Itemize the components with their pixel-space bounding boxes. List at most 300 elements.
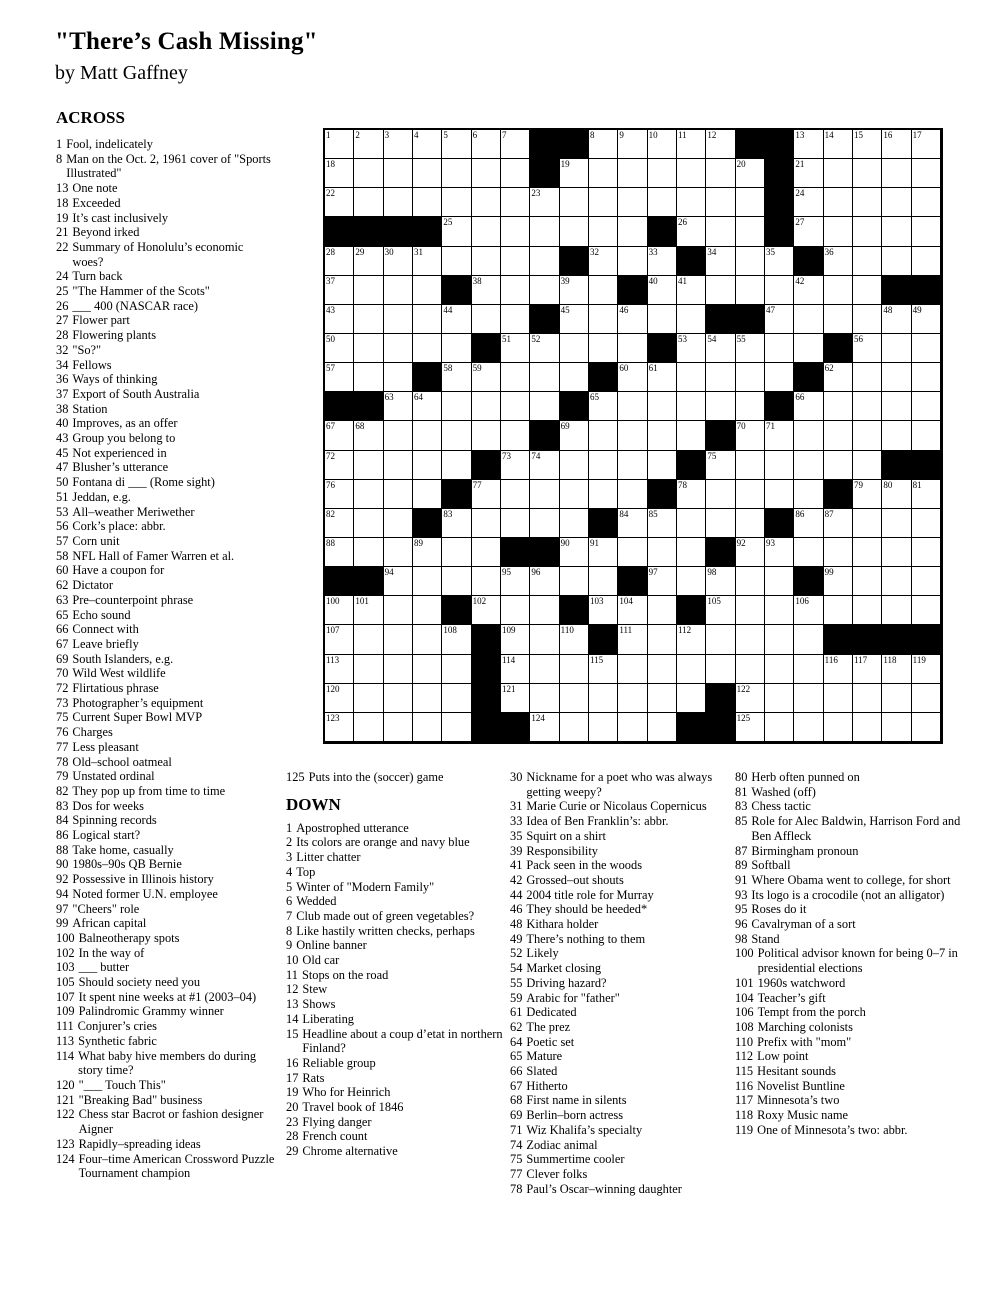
grid-cell[interactable]: [765, 363, 794, 392]
grid-cell[interactable]: [384, 247, 413, 276]
grid-cell[interactable]: [560, 684, 589, 713]
grid-cell[interactable]: [706, 655, 735, 684]
grid-cell[interactable]: [794, 276, 823, 305]
grid-cell[interactable]: [472, 363, 501, 392]
grid-cell[interactable]: [853, 655, 882, 684]
grid-cell[interactable]: [853, 392, 882, 421]
grid-cell[interactable]: [912, 334, 941, 363]
grid-cell[interactable]: [618, 625, 647, 654]
grid-cell[interactable]: [912, 363, 941, 392]
grid-cell[interactable]: [736, 567, 765, 596]
grid-cell[interactable]: [413, 538, 442, 567]
grid-cell[interactable]: [794, 159, 823, 188]
grid-cell[interactable]: [765, 421, 794, 450]
grid-cell[interactable]: [413, 625, 442, 654]
grid-cell[interactable]: [560, 159, 589, 188]
grid-cell[interactable]: [325, 247, 354, 276]
grid-cell[interactable]: [354, 276, 383, 305]
grid-cell[interactable]: [589, 421, 618, 450]
grid-cell[interactable]: [824, 305, 853, 334]
grid-cell[interactable]: [853, 567, 882, 596]
grid-cell[interactable]: [560, 655, 589, 684]
grid-cell[interactable]: [384, 159, 413, 188]
grid-cell[interactable]: [325, 509, 354, 538]
grid-cell[interactable]: [560, 217, 589, 246]
grid-cell[interactable]: [530, 276, 559, 305]
grid-cell[interactable]: [824, 392, 853, 421]
grid-cell[interactable]: [912, 509, 941, 538]
grid-cell[interactable]: [677, 130, 706, 159]
grid-cell[interactable]: [618, 713, 647, 742]
grid-cell[interactable]: [618, 392, 647, 421]
grid-cell[interactable]: [853, 247, 882, 276]
grid-cell[interactable]: [736, 625, 765, 654]
grid-cell[interactable]: [912, 421, 941, 450]
grid-cell[interactable]: [325, 130, 354, 159]
grid-cell[interactable]: [472, 538, 501, 567]
grid-cell[interactable]: [354, 713, 383, 742]
grid-cell[interactable]: [853, 538, 882, 567]
grid-cell[interactable]: [794, 596, 823, 625]
grid-cell[interactable]: [501, 625, 530, 654]
grid-cell[interactable]: [589, 276, 618, 305]
grid-cell[interactable]: [501, 509, 530, 538]
grid-cell[interactable]: [706, 392, 735, 421]
grid-cell[interactable]: [882, 130, 911, 159]
grid-cell[interactable]: [677, 217, 706, 246]
grid-cell[interactable]: [706, 625, 735, 654]
grid-cell[interactable]: [501, 596, 530, 625]
grid-cell[interactable]: [501, 451, 530, 480]
grid-cell[interactable]: [384, 567, 413, 596]
grid-cell[interactable]: [442, 392, 471, 421]
grid-cell[interactable]: [677, 334, 706, 363]
grid-cell[interactable]: [882, 713, 911, 742]
grid-cell[interactable]: [794, 625, 823, 654]
grid-cell[interactable]: [501, 421, 530, 450]
grid-cell[interactable]: [853, 305, 882, 334]
grid-cell[interactable]: [442, 247, 471, 276]
grid-cell[interactable]: [736, 159, 765, 188]
grid-cell[interactable]: [706, 276, 735, 305]
grid-cell[interactable]: [413, 421, 442, 450]
grid-cell[interactable]: [354, 538, 383, 567]
grid-cell[interactable]: [648, 247, 677, 276]
grid-cell[interactable]: [354, 130, 383, 159]
grid-cell[interactable]: [706, 509, 735, 538]
grid-cell[interactable]: [560, 509, 589, 538]
grid-cell[interactable]: [824, 451, 853, 480]
grid-cell[interactable]: [882, 305, 911, 334]
grid-cell[interactable]: [325, 538, 354, 567]
grid-cell[interactable]: [794, 451, 823, 480]
grid-cell[interactable]: [384, 509, 413, 538]
grid-cell[interactable]: [853, 451, 882, 480]
grid-cell[interactable]: [530, 392, 559, 421]
grid-cell[interactable]: [472, 159, 501, 188]
grid-cell[interactable]: [442, 451, 471, 480]
grid-cell[interactable]: [824, 421, 853, 450]
grid-cell[interactable]: [618, 451, 647, 480]
grid-cell[interactable]: [706, 596, 735, 625]
grid-cell[interactable]: [413, 130, 442, 159]
grid-cell[interactable]: [706, 480, 735, 509]
grid-cell[interactable]: [589, 655, 618, 684]
grid-cell[interactable]: [442, 188, 471, 217]
grid-cell[interactable]: [472, 305, 501, 334]
grid-cell[interactable]: [912, 567, 941, 596]
grid-cell[interactable]: [736, 392, 765, 421]
grid-cell[interactable]: [882, 217, 911, 246]
grid-cell[interactable]: [560, 188, 589, 217]
grid-cell[interactable]: [589, 247, 618, 276]
grid-cell[interactable]: [501, 392, 530, 421]
grid-cell[interactable]: [501, 305, 530, 334]
grid-cell[interactable]: [325, 363, 354, 392]
grid-cell[interactable]: [765, 480, 794, 509]
grid-cell[interactable]: [648, 538, 677, 567]
grid-cell[interactable]: [794, 713, 823, 742]
grid-cell[interactable]: [472, 276, 501, 305]
grid-cell[interactable]: [354, 247, 383, 276]
grid-cell[interactable]: [325, 480, 354, 509]
crossword-grid[interactable]: [323, 128, 943, 744]
grid-cell[interactable]: [912, 247, 941, 276]
grid-cell[interactable]: [618, 509, 647, 538]
grid-cell[interactable]: [648, 713, 677, 742]
grid-cell[interactable]: [794, 334, 823, 363]
grid-cell[interactable]: [677, 480, 706, 509]
grid-cell[interactable]: [530, 684, 559, 713]
grid-cell[interactable]: [472, 247, 501, 276]
grid-cell[interactable]: [442, 159, 471, 188]
grid-cell[interactable]: [354, 159, 383, 188]
grid-cell[interactable]: [618, 538, 647, 567]
grid-cell[interactable]: [384, 188, 413, 217]
grid-cell[interactable]: [882, 480, 911, 509]
grid-cell[interactable]: [677, 655, 706, 684]
grid-cell[interactable]: [530, 247, 559, 276]
grid-cell[interactable]: [354, 188, 383, 217]
grid-cell[interactable]: [560, 538, 589, 567]
grid-cell[interactable]: [442, 363, 471, 392]
grid-cell[interactable]: [706, 363, 735, 392]
grid-cell[interactable]: [912, 130, 941, 159]
grid-cell[interactable]: [354, 451, 383, 480]
grid-cell[interactable]: [853, 596, 882, 625]
grid-cell[interactable]: [765, 334, 794, 363]
grid-cell[interactable]: [765, 655, 794, 684]
grid-cell[interactable]: [912, 480, 941, 509]
grid-cell[interactable]: [706, 567, 735, 596]
grid-cell[interactable]: [384, 655, 413, 684]
grid-cell[interactable]: [354, 509, 383, 538]
grid-cell[interactable]: [618, 684, 647, 713]
grid-cell[interactable]: [501, 334, 530, 363]
grid-cell[interactable]: [501, 247, 530, 276]
grid-cell[interactable]: [882, 596, 911, 625]
grid-cell[interactable]: [530, 480, 559, 509]
grid-cell[interactable]: [912, 655, 941, 684]
grid-cell[interactable]: [442, 655, 471, 684]
grid-cell[interactable]: [824, 567, 853, 596]
grid-cell[interactable]: [384, 596, 413, 625]
grid-cell[interactable]: [384, 421, 413, 450]
grid-cell[interactable]: [413, 276, 442, 305]
grid-cell[interactable]: [618, 480, 647, 509]
grid-cell[interactable]: [794, 655, 823, 684]
grid-cell[interactable]: [501, 567, 530, 596]
grid-cell[interactable]: [853, 334, 882, 363]
grid-cell[interactable]: [384, 130, 413, 159]
grid-cell[interactable]: [354, 305, 383, 334]
grid-cell[interactable]: [501, 363, 530, 392]
grid-cell[interactable]: [501, 159, 530, 188]
grid-cell[interactable]: [648, 392, 677, 421]
grid-cell[interactable]: [706, 451, 735, 480]
grid-cell[interactable]: [325, 188, 354, 217]
grid-cell[interactable]: [794, 130, 823, 159]
grid-cell[interactable]: [882, 334, 911, 363]
grid-cell[interactable]: [912, 713, 941, 742]
grid-cell[interactable]: [472, 596, 501, 625]
grid-cell[interactable]: [325, 334, 354, 363]
grid-cell[interactable]: [384, 334, 413, 363]
grid-cell[interactable]: [736, 421, 765, 450]
grid-cell[interactable]: [765, 713, 794, 742]
grid-cell[interactable]: [648, 625, 677, 654]
grid-cell[interactable]: [530, 188, 559, 217]
grid-cell[interactable]: [618, 421, 647, 450]
grid-cell[interactable]: [648, 159, 677, 188]
grid-cell[interactable]: [824, 713, 853, 742]
grid-cell[interactable]: [706, 159, 735, 188]
grid-cell[interactable]: [618, 247, 647, 276]
grid-cell[interactable]: [472, 130, 501, 159]
grid-cell[interactable]: [442, 334, 471, 363]
grid-cell[interactable]: [648, 596, 677, 625]
grid-cell[interactable]: [413, 247, 442, 276]
grid-cell[interactable]: [736, 247, 765, 276]
grid-cell[interactable]: [589, 538, 618, 567]
grid-cell[interactable]: [618, 217, 647, 246]
grid-cell[interactable]: [765, 276, 794, 305]
grid-cell[interactable]: [413, 334, 442, 363]
grid-cell[interactable]: [560, 567, 589, 596]
grid-cell[interactable]: [736, 451, 765, 480]
grid-cell[interactable]: [648, 188, 677, 217]
grid-cell[interactable]: [618, 655, 647, 684]
grid-cell[interactable]: [765, 596, 794, 625]
grid-cell[interactable]: [882, 567, 911, 596]
grid-cell[interactable]: [354, 684, 383, 713]
grid-cell[interactable]: [530, 655, 559, 684]
grid-cell[interactable]: [912, 159, 941, 188]
grid-cell[interactable]: [442, 130, 471, 159]
grid-cell[interactable]: [736, 596, 765, 625]
grid-cell[interactable]: [384, 684, 413, 713]
grid-cell[interactable]: [384, 713, 413, 742]
grid-cell[interactable]: [530, 625, 559, 654]
grid-cell[interactable]: [765, 684, 794, 713]
grid-cell[interactable]: [472, 188, 501, 217]
grid-cell[interactable]: [530, 713, 559, 742]
grid-cell[interactable]: [736, 480, 765, 509]
grid-cell[interactable]: [413, 392, 442, 421]
grid-cell[interactable]: [560, 480, 589, 509]
grid-cell[interactable]: [765, 567, 794, 596]
grid-cell[interactable]: [824, 538, 853, 567]
grid-cell[interactable]: [824, 188, 853, 217]
grid-cell[interactable]: [560, 713, 589, 742]
grid-cell[interactable]: [736, 334, 765, 363]
grid-cell[interactable]: [413, 655, 442, 684]
grid-cell[interactable]: [413, 713, 442, 742]
grid-cell[interactable]: [384, 480, 413, 509]
grid-cell[interactable]: [442, 305, 471, 334]
grid-cell[interactable]: [413, 567, 442, 596]
grid-cell[interactable]: [384, 363, 413, 392]
grid-cell[interactable]: [501, 655, 530, 684]
grid-cell[interactable]: [589, 305, 618, 334]
grid-cell[interactable]: [530, 596, 559, 625]
grid-cell[interactable]: [354, 655, 383, 684]
grid-cell[interactable]: [677, 684, 706, 713]
grid-cell[interactable]: [677, 567, 706, 596]
grid-cell[interactable]: [912, 188, 941, 217]
grid-cell[interactable]: [765, 247, 794, 276]
grid-cell[interactable]: [413, 451, 442, 480]
grid-cell[interactable]: [354, 363, 383, 392]
grid-cell[interactable]: [325, 276, 354, 305]
grid-cell[interactable]: [794, 684, 823, 713]
grid-cell[interactable]: [472, 567, 501, 596]
grid-cell[interactable]: [325, 421, 354, 450]
grid-cell[interactable]: [824, 509, 853, 538]
grid-cell[interactable]: [648, 655, 677, 684]
grid-cell[interactable]: [648, 363, 677, 392]
grid-cell[interactable]: [618, 596, 647, 625]
grid-cell[interactable]: [325, 625, 354, 654]
grid-cell[interactable]: [472, 217, 501, 246]
grid-cell[interactable]: [560, 305, 589, 334]
grid-cell[interactable]: [736, 655, 765, 684]
grid-cell[interactable]: [824, 247, 853, 276]
grid-cell[interactable]: [853, 276, 882, 305]
grid-cell[interactable]: [501, 480, 530, 509]
grid-cell[interactable]: [736, 217, 765, 246]
grid-cell[interactable]: [853, 217, 882, 246]
grid-cell[interactable]: [501, 188, 530, 217]
grid-cell[interactable]: [501, 130, 530, 159]
grid-cell[interactable]: [354, 625, 383, 654]
grid-cell[interactable]: [384, 538, 413, 567]
grid-cell[interactable]: [882, 538, 911, 567]
grid-cell[interactable]: [589, 130, 618, 159]
grid-cell[interactable]: [325, 655, 354, 684]
grid-cell[interactable]: [589, 217, 618, 246]
grid-cell[interactable]: [530, 334, 559, 363]
grid-cell[interactable]: [824, 276, 853, 305]
grid-cell[interactable]: [354, 480, 383, 509]
grid-cell[interactable]: [677, 159, 706, 188]
grid-cell[interactable]: [501, 276, 530, 305]
grid-cell[interactable]: [882, 684, 911, 713]
grid-cell[interactable]: [706, 334, 735, 363]
grid-cell[interactable]: [442, 421, 471, 450]
grid-cell[interactable]: [736, 509, 765, 538]
grid-cell[interactable]: [882, 509, 911, 538]
grid-cell[interactable]: [648, 567, 677, 596]
grid-cell[interactable]: [589, 334, 618, 363]
grid-cell[interactable]: [530, 217, 559, 246]
grid-cell[interactable]: [589, 567, 618, 596]
grid-cell[interactable]: [794, 188, 823, 217]
grid-cell[interactable]: [589, 392, 618, 421]
grid-cell[interactable]: [384, 625, 413, 654]
grid-cell[interactable]: [618, 305, 647, 334]
grid-cell[interactable]: [736, 363, 765, 392]
grid-cell[interactable]: [589, 713, 618, 742]
grid-cell[interactable]: [736, 713, 765, 742]
grid-cell[interactable]: [442, 567, 471, 596]
grid-cell[interactable]: [442, 217, 471, 246]
grid-cell[interactable]: [589, 451, 618, 480]
grid-cell[interactable]: [384, 392, 413, 421]
grid-cell[interactable]: [413, 305, 442, 334]
grid-cell[interactable]: [648, 509, 677, 538]
grid-cell[interactable]: [472, 480, 501, 509]
grid-cell[interactable]: [325, 159, 354, 188]
grid-cell[interactable]: [648, 276, 677, 305]
grid-cell[interactable]: [325, 451, 354, 480]
grid-cell[interactable]: [765, 305, 794, 334]
grid-cell[interactable]: [794, 538, 823, 567]
grid-cell[interactable]: [677, 363, 706, 392]
grid-cell[interactable]: [354, 421, 383, 450]
grid-cell[interactable]: [853, 159, 882, 188]
grid-cell[interactable]: [824, 596, 853, 625]
grid-cell[interactable]: [736, 276, 765, 305]
grid-cell[interactable]: [384, 451, 413, 480]
grid-cell[interactable]: [912, 305, 941, 334]
grid-cell[interactable]: [853, 713, 882, 742]
grid-cell[interactable]: [648, 305, 677, 334]
grid-cell[interactable]: [824, 655, 853, 684]
grid-cell[interactable]: [530, 451, 559, 480]
grid-cell[interactable]: [882, 392, 911, 421]
grid-cell[interactable]: [736, 188, 765, 217]
grid-cell[interactable]: [824, 363, 853, 392]
grid-cell[interactable]: [882, 655, 911, 684]
grid-cell[interactable]: [530, 509, 559, 538]
grid-cell[interactable]: [325, 684, 354, 713]
grid-cell[interactable]: [413, 159, 442, 188]
grid-cell[interactable]: [794, 217, 823, 246]
grid-cell[interactable]: [442, 509, 471, 538]
grid-cell[interactable]: [618, 130, 647, 159]
grid-cell[interactable]: [794, 509, 823, 538]
grid-cell[interactable]: [794, 421, 823, 450]
grid-cell[interactable]: [560, 334, 589, 363]
grid-cell[interactable]: [736, 684, 765, 713]
grid-cell[interactable]: [618, 334, 647, 363]
grid-cell[interactable]: [442, 538, 471, 567]
grid-cell[interactable]: [325, 713, 354, 742]
grid-cell[interactable]: [706, 217, 735, 246]
grid-cell[interactable]: [677, 509, 706, 538]
grid-cell[interactable]: [824, 159, 853, 188]
